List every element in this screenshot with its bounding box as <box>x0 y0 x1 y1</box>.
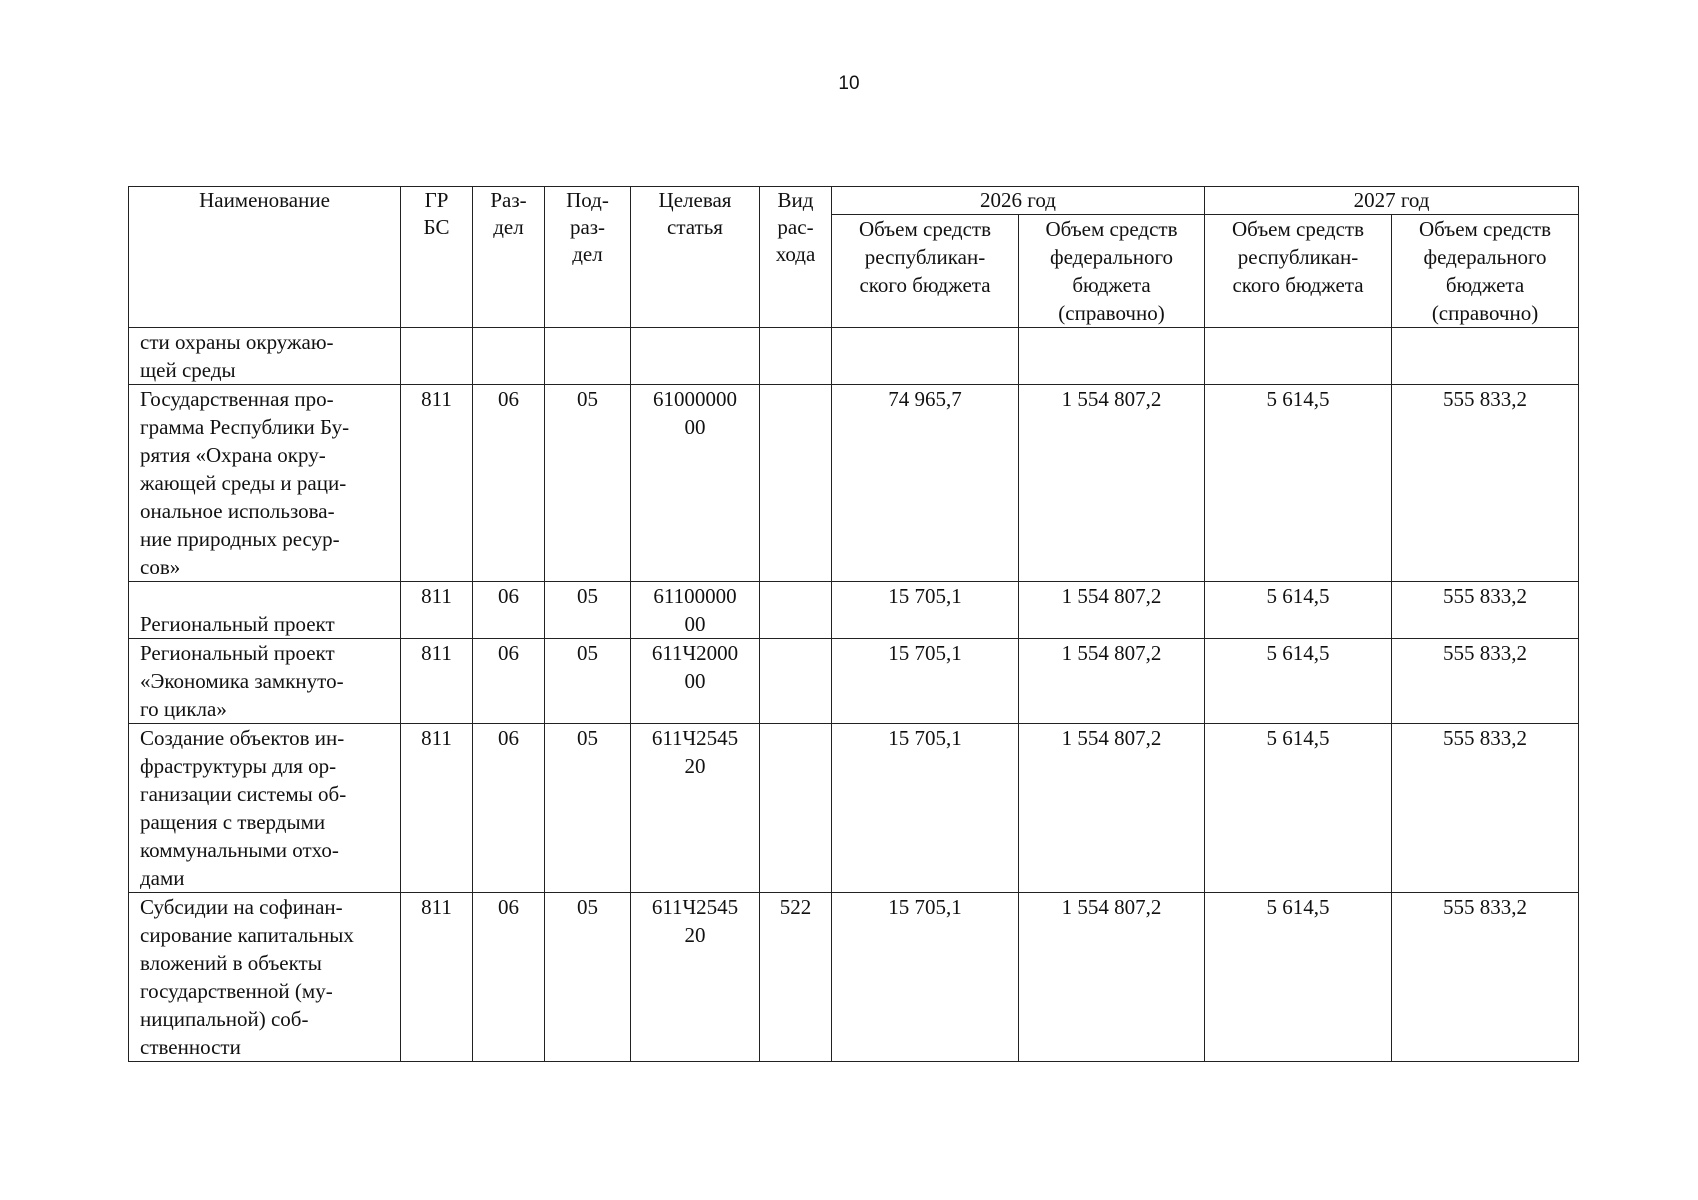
row-fed-2026: 1 554 807,2 <box>1019 385 1205 582</box>
header-rep-2026: Объем средств республикан- ского бюджета <box>832 215 1019 328</box>
row-grbs: 811 <box>401 893 473 1062</box>
budget-table <box>128 186 1579 1062</box>
row-rep-2026 <box>832 328 1019 385</box>
table-row <box>129 893 1579 1062</box>
row-podrazdel: 05 <box>545 724 631 893</box>
row-name: Субсидии на софинан- сирование капитальных вложений в объекты государственной (му- ниципальной) соб- ственности <box>129 893 401 1062</box>
row-fed-2027: 555 833,2 <box>1392 893 1579 1062</box>
row-podrazdel: 05 <box>545 893 631 1062</box>
row-rep-2026: 15 705,1 <box>832 639 1019 724</box>
row-vid <box>760 724 832 893</box>
row-grbs: 811 <box>401 724 473 893</box>
row-fed-2027: 555 833,2 <box>1392 639 1579 724</box>
row-fed-2027: 555 833,2 <box>1392 385 1579 582</box>
row-celevaya: 61000000 00 <box>631 385 760 582</box>
row-rep-2026: 74 965,7 <box>832 385 1019 582</box>
row-rep-2027 <box>1205 328 1392 385</box>
row-vid <box>760 639 832 724</box>
header-vid-raskhoda: Вид рас- хода <box>760 187 832 328</box>
row-rep-2026: 15 705,1 <box>832 893 1019 1062</box>
table-row <box>129 639 1579 724</box>
header-rep-2027: Объем средств республикан- ского бюджета <box>1205 215 1392 328</box>
row-podrazdel: 05 <box>545 385 631 582</box>
header-name: Наименование <box>129 187 401 328</box>
header-podrazdel: Под- раз- дел <box>545 187 631 328</box>
header-year-2026: 2026 год <box>832 187 1205 215</box>
table-row <box>129 328 1579 385</box>
table-row <box>129 724 1579 893</box>
table-row <box>129 385 1579 582</box>
row-fed-2027: 555 833,2 <box>1392 582 1579 639</box>
row-razdel: 06 <box>473 582 545 639</box>
row-rep-2027: 5 614,5 <box>1205 639 1392 724</box>
header-fed-2026: Объем средств федерального бюджета (справочно) <box>1019 215 1205 328</box>
row-fed-2026: 1 554 807,2 <box>1019 639 1205 724</box>
row-vid: 522 <box>760 893 832 1062</box>
row-fed-2026: 1 554 807,2 <box>1019 724 1205 893</box>
row-name: Государственная про- грамма Республики Бу- рятия «Охрана окру- жающей среды и раци- ональное использова- ние природных ресур- сов» <box>129 385 401 582</box>
row-razdel: 06 <box>473 385 545 582</box>
row-grbs: 811 <box>401 639 473 724</box>
row-razdel: 06 <box>473 893 545 1062</box>
header-razdel: Раз- дел <box>473 187 545 328</box>
row-celevaya: 611Ч2000 00 <box>631 639 760 724</box>
row-fed-2027: 555 833,2 <box>1392 724 1579 893</box>
row-rep-2026: 15 705,1 <box>832 582 1019 639</box>
row-fed-2026: 1 554 807,2 <box>1019 582 1205 639</box>
row-fed-2026 <box>1019 328 1205 385</box>
header-grbs: ГР БС <box>401 187 473 328</box>
row-name: Региональный проект <box>129 582 401 639</box>
row-podrazdel: 05 <box>545 639 631 724</box>
row-rep-2027: 5 614,5 <box>1205 893 1392 1062</box>
row-name: Региональный проект «Экономика замкнуто- го цикла» <box>129 639 401 724</box>
row-celevaya: 61100000 00 <box>631 582 760 639</box>
row-celevaya <box>631 328 760 385</box>
row-razdel: 06 <box>473 724 545 893</box>
row-grbs <box>401 328 473 385</box>
row-celevaya: 611Ч2545 20 <box>631 893 760 1062</box>
row-rep-2027: 5 614,5 <box>1205 385 1392 582</box>
row-razdel <box>473 328 545 385</box>
row-rep-2027: 5 614,5 <box>1205 724 1392 893</box>
row-vid <box>760 385 832 582</box>
row-grbs: 811 <box>401 385 473 582</box>
row-grbs: 811 <box>401 582 473 639</box>
row-razdel: 06 <box>473 639 545 724</box>
row-celevaya: 611Ч2545 20 <box>631 724 760 893</box>
row-vid <box>760 582 832 639</box>
row-rep-2027: 5 614,5 <box>1205 582 1392 639</box>
header-row-years <box>129 187 1579 215</box>
row-podrazdel: 05 <box>545 582 631 639</box>
table-row <box>129 582 1579 639</box>
row-vid <box>760 328 832 385</box>
row-rep-2026: 15 705,1 <box>832 724 1019 893</box>
header-celevaya-statya: Целевая статья <box>631 187 760 328</box>
page-number: 10 <box>838 73 860 94</box>
header-year-2027: 2027 год <box>1205 187 1579 215</box>
row-name: сти охраны окружаю- щей среды <box>129 328 401 385</box>
row-fed-2026: 1 554 807,2 <box>1019 893 1205 1062</box>
row-name: Создание объектов ин- фраструктуры для ор- ганизации системы об- ращения с твердыми коммунальными отхо- дами <box>129 724 401 893</box>
row-podrazdel <box>545 328 631 385</box>
header-fed-2027: Объем средств федерального бюджета (справочно) <box>1392 215 1579 328</box>
row-fed-2027 <box>1392 328 1579 385</box>
